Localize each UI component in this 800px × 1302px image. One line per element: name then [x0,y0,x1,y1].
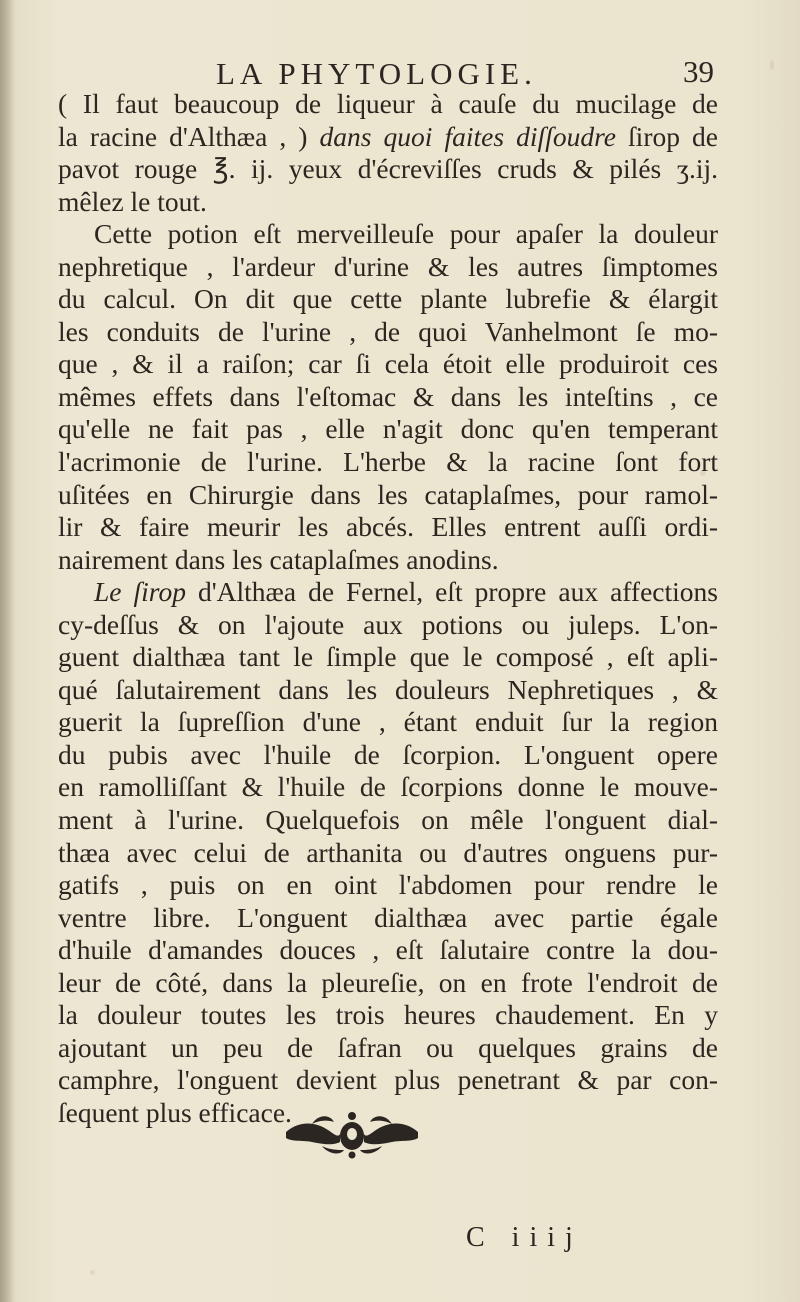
text-line: camphre, l'onguent devient plus penetrant & par con- [58,1064,718,1096]
running-title: LA PHYTOLOGIE. [216,56,537,91]
text-line-end: ſirop de [615,120,718,152]
text-line: qu'elle ne fait pas , elle n'agit donc qu'en temperant [58,413,718,445]
text-line: nephretique , l'ardeur d'urine & les autres ſimptomes [58,250,718,282]
text-line: Cette potion eſt merveilleuſe pour apaſer la douleur [94,218,718,250]
text-line: la douleur toutes les trois heures chaudement. En y [58,999,718,1031]
text-line: uſitées en Chirurgie dans les cataplaſmes, pour ramol- [58,478,718,510]
text-line: mêmes effets dans l'eſtomac & dans les inteſtins , ce [58,380,718,412]
text-line: que , & il a raiſon; car ſi cela étoit elle produiroit ces [58,348,718,380]
text-line: cy-deſſus & on l'ajoute aux potions ou juleps. L'on- [58,608,718,640]
foxing-spot [770,60,774,70]
text-line-start: la racine d'Althæa , ) [58,120,320,152]
text-line-end: d'Althæa de Fernel, eſt propre aux affections [185,576,718,608]
foxing-spot [90,1270,95,1275]
text-line: pavot rouge ℥. ij. yeux d'écreviſſes cruds & pilés ʒ.ij. [58,153,718,185]
text-line: ajoutant un peu de ſafran ou quelques grains de [58,1031,718,1063]
printer-ornament-icon [282,1108,422,1160]
italic-phrase: dans quoi faites diſſoudre [319,120,616,152]
text-line: mêlez le tout. [58,185,207,217]
text-line: qué ſalutairement dans les douleurs Nephretiques , & [58,673,718,705]
text-line [58,576,718,609]
text-line: ſequent plus efficace. [58,1096,292,1128]
text-line: en ramolliſſant & l'huile de ſcorpions donne le mouve- [58,771,718,803]
spine-shadow [0,0,14,1302]
text-line: l'acrimonie de l'urine. L'herbe & la racine ſont fort [58,446,718,478]
italic-phrase: Le ſirop [94,576,186,608]
text-line: gatifs , puis on en oint l'abdomen pour rendre le [58,869,718,901]
text-line: du calcul. On dit que cette plante lubrefie & élargit [58,283,718,315]
text-line: du pubis avec l'huile de ſcorpion. L'onguent opere [58,738,718,770]
text-line: les conduits de l'urine , de quoi Vanhelmont ſe mo- [58,315,718,347]
text-line: lir & faire meurir les abcés. Elles entrent auſſi ordi- [58,511,718,543]
text-line: d'huile d'amandes douces , eſt ſalutaire contre la dou- [58,934,718,966]
body-text [58,88,718,1130]
text-line: guent dialthæa tant le ſimple que le composé , eſt apli- [58,641,718,673]
text-line: ( Il faut beaucoup de liqueur à cauſe du mucilage de [58,88,718,119]
text-line: leur de côté, dans la pleureſie, on en frote l'endroit de [58,966,718,998]
text-line: ment à l'urine. Quelquefois on mêle l'onguent dial- [58,804,718,836]
text-line: thæa avec celui de arthanita ou d'autres onguens pur- [58,836,718,868]
signature-mark: C iiij [466,1222,583,1253]
text-line [58,121,718,154]
text-line: ventre libre. L'onguent dialthæa avec partie égale [58,901,718,933]
text-line: guerit la ſupreſſion d'une , étant enduit ſur la region [58,706,718,738]
page-number: 39 [683,54,714,89]
text-line: nairement dans les cataplaſmes anodins. [58,543,499,575]
